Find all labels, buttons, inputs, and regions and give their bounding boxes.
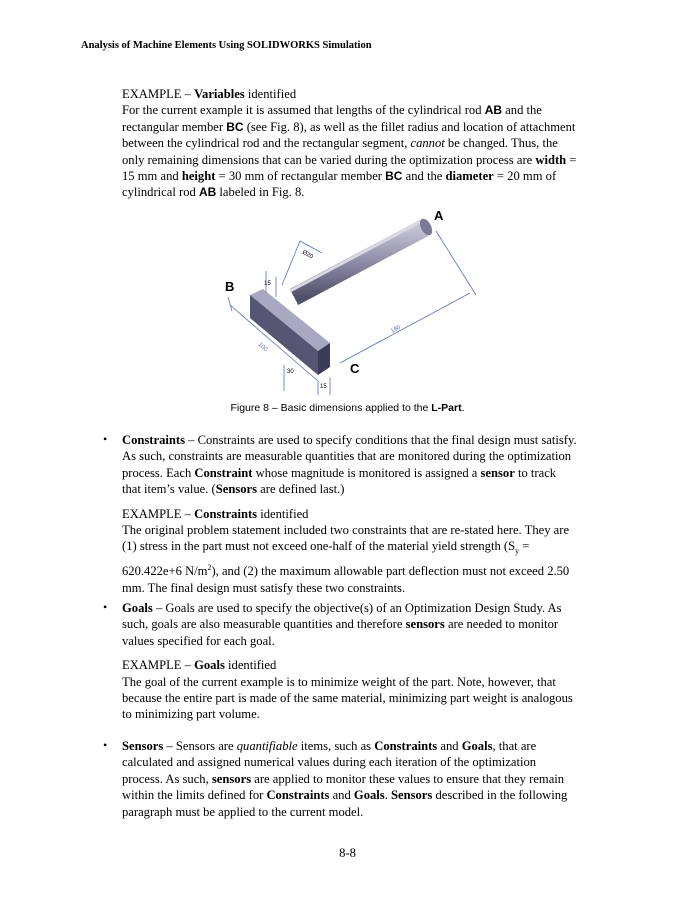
sensors-paragraph: Sensors – Sensors are quantifiable items, such as Constraints and Goals, that are calculated and assigned numerical values during each iteration of the optimization process. As such, sensors are applied to monitor these values to ensure that they remain within the limits defined for Constraints and Goals. Sensors described in the following paragraph must be applied to the current model.: [122, 739, 568, 819]
page-number: 8-8: [339, 846, 356, 860]
rectangular-member: [250, 289, 330, 375]
example-variables: [122, 86, 582, 201]
dim-15-bottom: 15: [320, 384, 327, 390]
example-body: For the current example it is assumed that lengths of the cylindrical rod AB and the rectangular member BC (see Fig. 8), as well as the fillet radius and location of attachment between the cylindrical rod and the rectangular segment, cannot be changed. Thus, the only remaining dimensions that can be varied during the optimization process are width = 15 mm and height = 30 mm of rectangular member BC and the diameter = 20 mm of cylindrical rod AB labeled in Fig. 8.: [122, 103, 577, 200]
goals-paragraph: Goals – Goals are used to specify the objective(s) of an Optimization Design Study. As such, goals are also measurable quantities and therefore sensors are needed to monitor values specified for each goal. EXAMPLE – Goals identified The goal of the current example is to minimize weight of the part. Note, however, that because the entire part is made of the same material, minimizing part weight is analogous to minimizing part volume.: [122, 600, 577, 723]
label-b: B: [225, 279, 235, 294]
label-a: A: [434, 208, 444, 223]
bullet-sensors: •: [103, 738, 108, 752]
example-body: The original problem statement included two constraints that are re-stated here. They are (1) stress in the part must not exceed one-half of the material yield strength ($S_y = 620.422e+6$ $N/m^2$), and (2) the maximum allowable part deflection must not exceed 2.50 mm. The final design must satisfy these two constraints.: [122, 523, 570, 595]
l-part-figure: [0, 205, 695, 405]
running-header: Analysis of Machine Elements Using SOLIDWORKS Simulation: [81, 40, 372, 51]
constraints-paragraph: Constraints – Constraints are used to specify conditions that the final design must satisfy. As such, constraints are measurable quantities that are monitored during the optimization process. Each Constraint whose magnitude is monitored is assigned a sensor to track that item’s value. (Sensors are defined last.) EXAMPLE – Constraints identified The original problem statement included two constraints that are re-stated here. They are (1) stress in the part must not exceed one-half of the material yield strength ($S_y = 620.422e+6$ $N/m^2$), and (2) the maximum allowable part deflection must not exceed 2.50 mm. The final design must satisfy these two constraints.: [122, 433, 577, 595]
dim-100: 100: [256, 341, 269, 353]
figure-caption: Figure 8 – Basic dimensions applied to the L-Part.: [230, 402, 465, 414]
dim-diameter: Ø20: [301, 249, 314, 261]
bullet-constraints: •: [103, 432, 108, 446]
dim-30: 30: [287, 369, 294, 375]
label-c: C: [350, 361, 360, 376]
example-body: The goal of the current example is to minimize weight of the part. Note, however, that because the entire part is made of the same material, minimizing part weight is analogous to minimizing part volume.: [122, 674, 573, 722]
dim-15-top: 15: [264, 281, 271, 287]
dim-180: 180: [390, 324, 402, 335]
example-heading: EXAMPLE – Constraints identified: [122, 506, 309, 521]
example-heading: EXAMPLE – Goals identified: [122, 658, 277, 673]
example-heading: EXAMPLE – Variables identified: [122, 87, 297, 101]
bullet-goals: •: [103, 600, 108, 614]
